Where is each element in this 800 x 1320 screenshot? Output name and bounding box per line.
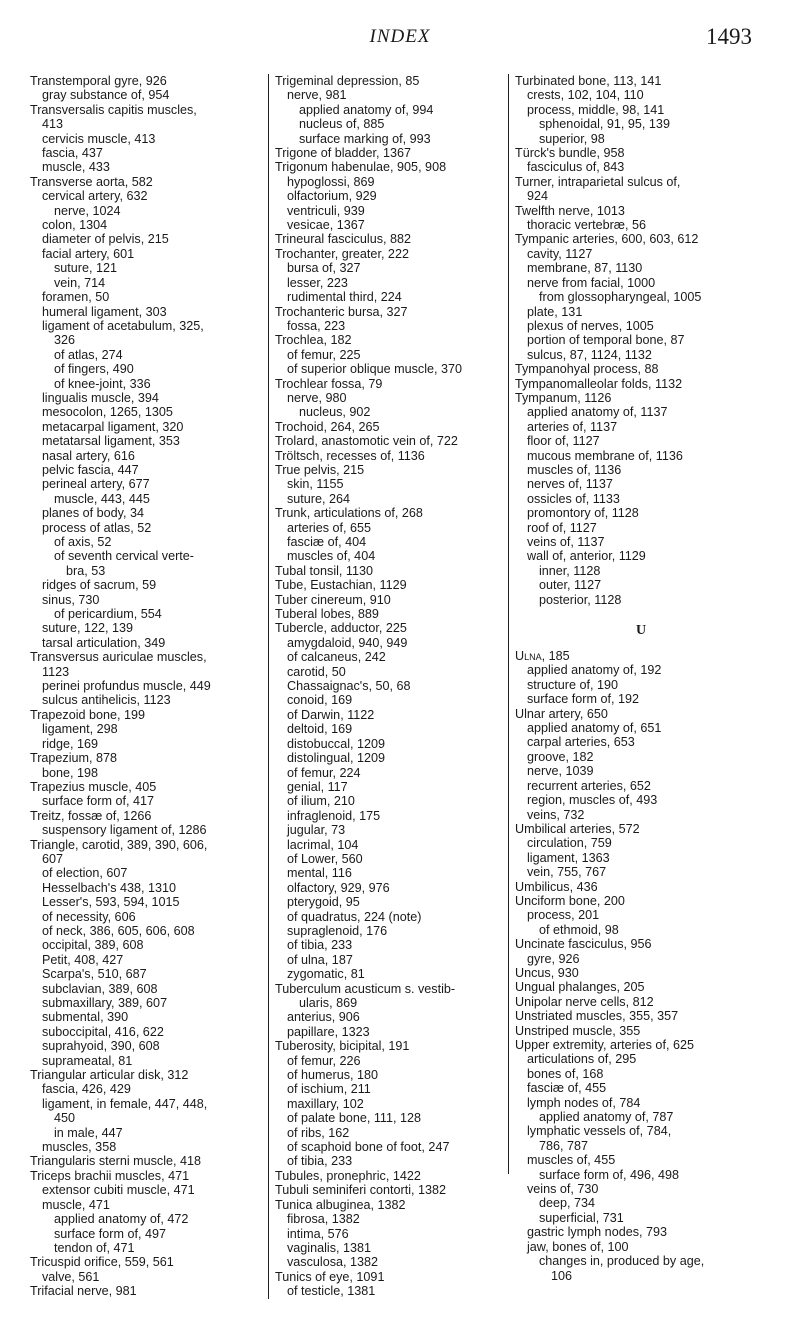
index-subentry: bones of, 168	[527, 1066, 604, 1081]
index-subentry: suture, 122, 139	[42, 621, 134, 636]
index-subentry: groove, 182	[527, 749, 594, 764]
index-subentry: submaxillary, 389, 607	[42, 996, 168, 1010]
index-subentry: nerves of, 1137	[527, 477, 613, 492]
index-entry: Tubuli seminiferi contorti, 1382	[275, 1183, 447, 1198]
index-subentry: lingualis muscle, 394	[42, 390, 159, 405]
index-subentry: of ribs, 162	[287, 1125, 350, 1140]
index-subentry: ridges of sacrum, 59	[42, 578, 157, 593]
index-subentry: muscle, 471	[42, 1197, 110, 1212]
index-subentry: recurrent arteries, 652	[527, 778, 651, 793]
index-subentry: of fingers, 490	[54, 362, 134, 377]
index-subentry: inner, 1128	[539, 563, 601, 578]
index-entry: Uncinate fasciculus, 956	[515, 937, 652, 952]
index-subentry: infraglenoid, 175	[287, 808, 381, 823]
index-subentry: nerve from facial, 1000	[527, 275, 656, 290]
index-entry: Unciform bone, 200	[515, 893, 625, 908]
index-subentry: cervicis muscle, 413	[42, 131, 156, 146]
index-entry: Unipolar nerve cells, 812	[515, 994, 654, 1009]
page-number: 1493	[706, 24, 752, 49]
index-subentry: of Darwin, 1122	[287, 707, 375, 722]
index-entry: Trochoid, 264, 265	[275, 419, 380, 434]
index-subentry: mental, 116	[287, 866, 352, 881]
index-subentry: sphenoidal, 91, 95, 139	[539, 117, 670, 132]
index-entry: Tubules, pronephric, 1422	[275, 1168, 421, 1183]
index-entry: Uncus, 930	[515, 965, 579, 980]
index-subentry: conoid, 169	[287, 693, 353, 708]
index-subentry: process, 201	[527, 908, 600, 923]
index-subentry: suboccipital, 416, 622	[42, 1024, 164, 1039]
page-header	[0, 22, 800, 62]
index-entry: Turbinated bone, 113, 141	[515, 74, 662, 88]
index-subentry: nerve, 1024	[54, 203, 121, 218]
index-subentry: gyre, 926	[527, 951, 580, 966]
index-subentry: structure of, 190	[527, 677, 619, 692]
index-subentry: of knee-joint, 336	[54, 376, 151, 391]
index-entry: Türck's bundle, 958	[515, 146, 625, 161]
index-subentry: deltoid, 169	[287, 722, 353, 737]
index-subentry: wall of, anterior, 1129	[527, 549, 646, 564]
index-subentry: olfactorium, 929	[287, 189, 377, 204]
index-entry: True pelvis, 215	[275, 462, 365, 477]
index-entry: Trunk, articulations of, 268	[275, 506, 423, 521]
index-subentry: fascia, 426, 429	[42, 1082, 131, 1097]
index-entry: Trigone of bladder, 1367	[275, 146, 412, 161]
index-subentry: lesser, 223	[287, 275, 348, 290]
index-subentry: mucous membrane of, 1136	[527, 448, 683, 463]
index-entry: Tuberculum acusticum s. vestib-	[275, 981, 456, 996]
index-subentry: posterior, 1128	[539, 592, 622, 607]
index-subentry: sulcus antihelicis, 1123	[42, 693, 171, 708]
index-subentry: of pericardium, 554	[54, 607, 162, 622]
index-entry: Tympanum, 1126	[515, 390, 612, 405]
index-subentry: of femur, 226	[287, 1053, 361, 1068]
index-subentry: of necessity, 606	[42, 909, 136, 924]
index-subentry: surface form of, 497	[54, 1226, 166, 1241]
index-subentry: subclavian, 389, 608	[42, 981, 158, 996]
index-subentry: in male, 447	[54, 1125, 123, 1140]
index-subentry: planes of body, 34	[42, 506, 144, 521]
index-entry: Transversus auriculae muscles,	[30, 650, 207, 665]
index-subentry: nucleus of, 885	[299, 117, 385, 132]
index-subentry: olfactory, 929, 976	[287, 880, 390, 895]
index-subentry: Lesser's, 593, 594, 1015	[42, 895, 180, 910]
index-subentry: zygomatic, 81	[287, 967, 365, 982]
index-subentry: superficial, 731	[539, 1210, 624, 1225]
index-subentry: floor of, 1127	[527, 434, 600, 449]
index-subentry: ossicles of, 1133	[527, 491, 620, 506]
index-subentry: ventriculi, 939	[287, 203, 365, 218]
index-subentry: anterius, 906	[287, 1010, 360, 1025]
index-subentry: nerve, 980	[287, 390, 347, 405]
index-entry: Tympanomalleolar folds, 1132	[515, 376, 683, 391]
index-subentry: intima, 576	[287, 1226, 349, 1241]
index-subentry: portion of temporal bone, 87	[527, 333, 685, 348]
index-entry: Trochlear fossa, 79	[275, 376, 383, 391]
index-subentry: outer, 1127	[539, 578, 602, 593]
index-subentry: from glossopharyngeal, 1005	[539, 290, 702, 305]
index-subentry: arteries of, 1137	[527, 419, 618, 434]
index-subentry: crests, 102, 104, 110	[527, 88, 644, 103]
index-subentry: circulation, 759	[527, 836, 612, 851]
index-entry: Unstriated muscles, 355, 357	[515, 1009, 679, 1024]
index-subentry: process of atlas, 52	[42, 520, 152, 535]
index-subentry: pelvic fascia, 447	[42, 462, 139, 477]
index-entry: Upper extremity, arteries of, 625	[515, 1038, 694, 1052]
index-subentry: arteries of, 655	[287, 520, 372, 535]
index-subentry: applied anatomy of, 1137	[527, 405, 668, 420]
index-entry: Triceps brachii muscles, 471	[30, 1168, 190, 1183]
index-subentry: of election, 607	[42, 866, 128, 881]
index-subentry: fibrosa, 1382	[287, 1212, 360, 1227]
index-subentry: surface form of, 417	[42, 794, 154, 809]
index-entry: Trapezius muscle, 405	[30, 779, 157, 794]
section-letter: U	[635, 623, 647, 639]
index-entry: Umbilical arteries, 572	[515, 821, 640, 836]
index-subentry: suspensory ligament of, 1286	[42, 823, 207, 838]
index-subentry: valve, 561	[42, 1269, 100, 1284]
index-subentry: vasculosa, 1382	[287, 1255, 379, 1270]
index-subentry: muscles, 358	[42, 1140, 117, 1155]
index-subentry: region, muscles of, 493	[527, 793, 658, 808]
index-subentry: of ethmoid, 98	[539, 922, 619, 937]
index-entry: Trigeminal depression, 85	[275, 74, 420, 88]
index-subentry: cervical artery, 632	[42, 189, 148, 204]
index-subentry: mesocolon, 1265, 1305	[42, 405, 173, 420]
index-entry: Tubal tonsil, 1130	[275, 563, 374, 578]
index-subentry: Petit, 408, 427	[42, 952, 124, 967]
index-entry: Turner, intraparietal sulcus of,	[515, 174, 681, 189]
index-subentry: carpal arteries, 653	[527, 735, 635, 750]
index-subentry: vein, 714	[54, 275, 106, 290]
index-entry: Tubercle, adductor, 225	[275, 621, 407, 636]
index-entry: Transtemporal gyre, 926	[30, 74, 167, 88]
index-subentry: colon, 1304	[42, 218, 108, 233]
index-subentry: of ischium, 211	[287, 1082, 371, 1097]
index-subentry: vesicae, 1367	[287, 218, 365, 233]
index-subentry: applied anatomy of, 192	[527, 663, 662, 678]
index-subentry: muscle, 443, 445	[54, 491, 150, 506]
index-subentry: of atlas, 274	[54, 347, 123, 362]
index-subentry: 326	[54, 333, 76, 348]
index-subentry: of calcaneus, 242	[287, 650, 386, 665]
index-entry: Ungual phalanges, 205	[515, 980, 645, 995]
index-subentry: veins of, 730	[527, 1182, 599, 1197]
index-subentry: of palate bone, 111, 128	[287, 1111, 421, 1126]
index-entry: Triangular articular disk, 312	[30, 1068, 189, 1083]
index-subentry: lacrimal, 104	[287, 837, 359, 852]
index-entry: Tuber cinereum, 910	[275, 592, 391, 607]
index-entry: Triangularis sterni muscle, 418	[30, 1154, 202, 1169]
index-subentry: changes in, produced by age,	[539, 1254, 705, 1269]
index-column-3	[508, 74, 767, 1283]
index-column-1	[30, 74, 268, 1299]
index-column-2	[268, 74, 513, 1299]
index-subentry: muscle, 433	[42, 160, 110, 175]
index-entry: Treitz, fossæ of, 1266	[30, 808, 152, 823]
index-subentry: skin, 1155	[287, 477, 344, 492]
index-subentry: plate, 131	[527, 304, 583, 319]
index-subentry: vaginalis, 1381	[287, 1240, 372, 1255]
index-subentry: fasciæ of, 404	[287, 535, 367, 549]
index-subentry: 450	[54, 1111, 76, 1126]
running-head: INDEX	[369, 26, 431, 47]
index-subentry: metacarpal ligament, 320	[42, 419, 184, 434]
index-subentry: ligament of acetabulum, 325,	[42, 318, 204, 333]
index-entry: Trochanteric bursa, 327	[275, 304, 408, 319]
index-entry: Trapezoid bone, 199	[30, 707, 146, 722]
index-subentry: bone, 198	[42, 765, 99, 780]
index-entry: Ulnar artery, 650	[515, 706, 608, 721]
index-subentry: Hesselbach's 438, 1310	[42, 880, 177, 895]
index-subentry: of scaphoid bone of foot, 247	[287, 1140, 450, 1155]
index-subentry: diameter of pelvis, 215	[42, 232, 169, 247]
index-subentry: bursa of, 327	[287, 261, 361, 276]
index-entry: Trochlea, 182	[275, 333, 352, 348]
index-subentry: applied anatomy of, 472	[54, 1212, 189, 1227]
index-entry: Trochanter, greater, 222	[275, 246, 409, 261]
index-subentry: of neck, 386, 605, 606, 608	[42, 923, 195, 938]
index-subentry: nerve, 1039	[527, 764, 594, 779]
index-subentry: of testicle, 1381	[287, 1284, 376, 1299]
index-subentry: ligament, in female, 447, 448,	[42, 1096, 208, 1111]
index-entry: Transversalis capitis muscles,	[30, 102, 197, 117]
index-subentry: of tibia, 233	[287, 938, 353, 953]
index-subentry: distobuccal, 1209	[287, 736, 386, 751]
index-entry: Tröltsch, recesses of, 1136	[275, 448, 425, 463]
index-subentry: cavity, 1127	[527, 246, 593, 261]
index-subentry: 413	[42, 117, 64, 132]
index-subentry: of ilium, 210	[287, 794, 355, 809]
index-subentry: genial, 117	[287, 779, 348, 794]
index-subentry: humeral ligament, 303	[42, 304, 167, 319]
index-subentry: nerve, 981	[287, 88, 347, 103]
index-subentry: deep, 734	[539, 1196, 596, 1211]
index-subentry: perinei profundus muscle, 449	[42, 679, 211, 694]
index-subentry: ligament, 1363	[527, 850, 610, 865]
index-entry: Triangle, carotid, 389, 390, 606,	[30, 837, 208, 852]
index-subentry: 607	[42, 851, 64, 866]
index-subentry: lymphatic vessels of, 784,	[527, 1124, 672, 1139]
index-subentry: nucleus, 902	[299, 405, 371, 420]
index-entry: Trifacial nerve, 981	[30, 1284, 137, 1299]
index-subentry: of axis, 52	[54, 535, 112, 549]
index-subentry: 924	[527, 189, 549, 204]
index-entry: Trapezium, 878	[30, 751, 118, 766]
index-entry: Tuberal lobes, 889	[275, 607, 379, 622]
index-subentry: promontory of, 1128	[527, 506, 639, 521]
index-subentry: of femur, 224	[287, 765, 361, 780]
index-subentry: surface form of, 192	[527, 692, 639, 707]
index-subentry: gastric lymph nodes, 793	[527, 1225, 668, 1240]
index-subentry: facial artery, 601	[42, 246, 135, 261]
index-subentry: ularis, 869	[299, 996, 358, 1010]
index-subentry: of Lower, 560	[287, 851, 363, 866]
index-subentry: suprameatal, 81	[42, 1053, 133, 1068]
index-entry: Tunics of eye, 1091	[275, 1269, 385, 1284]
index-subentry: rudimental third, 224	[287, 290, 402, 305]
index-subentry: articulations of, 295	[527, 1052, 637, 1067]
index-subentry: hypoglossi, 869	[287, 174, 375, 189]
index-subentry: applied anatomy of, 994	[299, 102, 434, 117]
index-subentry: bra, 53	[66, 563, 106, 578]
index-subentry: fasciæ of, 455	[527, 1081, 607, 1096]
index-subentry: muscles of, 455	[527, 1153, 616, 1168]
index-subentry: veins of, 1137	[527, 535, 605, 549]
index-columns	[0, 74, 800, 1299]
index-subentry: plexus of nerves, 1005	[527, 318, 654, 333]
index-subentry: gray substance of, 954	[42, 88, 170, 103]
index-entry: Tube, Eustachian, 1129	[275, 578, 407, 593]
index-entry: Tuberosity, bicipital, 191	[275, 1039, 410, 1054]
index-subentry: ligament, 298	[42, 722, 118, 737]
index-subentry: vein, 755, 767	[527, 865, 607, 880]
index-subentry: surface form of, 496, 498	[539, 1167, 680, 1182]
index-subentry: process, middle, 98, 141	[527, 102, 665, 117]
index-subentry: tendon of, 471	[54, 1240, 135, 1255]
index-subentry: foramen, 50	[42, 290, 110, 305]
index-subentry: applied anatomy of, 787	[539, 1110, 674, 1125]
index-subentry: suture, 121	[54, 261, 118, 276]
index-subentry: amygdaloid, 940, 949	[287, 635, 408, 650]
index-subentry: Scarpa's, 510, 687	[42, 967, 147, 982]
index-subentry: of ulna, 187	[287, 952, 353, 967]
index-subentry: superior, 98	[539, 131, 605, 146]
index-subentry: 1123	[42, 664, 70, 679]
index-entry: Tunica albuginea, 1382	[275, 1197, 406, 1212]
index-entry: Transverse aorta, 582	[30, 174, 153, 189]
index-entry: Tympanic arteries, 600, 603, 612	[515, 232, 699, 247]
index-subentry: nasal artery, 616	[42, 448, 135, 463]
index-subentry: sinus, 730	[42, 592, 100, 607]
index-entry: Trolard, anastomotic vein of, 722	[275, 434, 458, 449]
index-subentry: thoracic vertebræ, 56	[527, 218, 646, 233]
index-subentry: membrane, 87, 1130	[527, 261, 643, 276]
index-subentry: jugular, 73	[287, 823, 346, 838]
index-subentry: surface marking of, 993	[299, 131, 431, 146]
index-subentry: applied anatomy of, 651	[527, 721, 662, 736]
index-subentry: metatarsal ligament, 353	[42, 434, 180, 449]
index-entry: Umbilicus, 436	[515, 879, 598, 894]
index-subentry: fossa, 223	[287, 318, 346, 333]
index-subentry: Chassaignac's, 50, 68	[287, 679, 411, 694]
index-subentry: perineal artery, 677	[42, 477, 150, 492]
index-subentry: fasciculus of, 843	[527, 160, 625, 175]
index-subentry: of tibia, 233	[287, 1154, 353, 1169]
index-subentry: carotid, 50	[287, 664, 346, 679]
index-subentry: of humerus, 180	[287, 1068, 379, 1083]
index-subentry: pterygoid, 95	[287, 895, 360, 910]
index-entry: Tricuspid orifice, 559, 561	[30, 1255, 174, 1270]
index-subentry: jaw, bones of, 100	[527, 1239, 629, 1254]
index-subentry: sulcus, 87, 1124, 1132	[527, 347, 652, 362]
index-subentry: maxillary, 102	[287, 1096, 364, 1111]
index-subentry: ridge, 169	[42, 736, 99, 751]
index-entry: Ulna, 185	[515, 649, 570, 664]
index-subentry: of quadratus, 224 (note)	[287, 909, 422, 924]
index-subentry: distolingual, 1209	[287, 751, 386, 766]
index-subentry: of femur, 225	[287, 347, 361, 362]
index-entry: Twelfth nerve, 1013	[515, 203, 625, 218]
index-subentry: fascia, 437	[42, 146, 103, 161]
index-subentry: of seventh cervical verte-	[54, 549, 194, 564]
index-subentry: suprahyoid, 390, 608	[42, 1039, 160, 1054]
index-subentry: lymph nodes of, 784	[527, 1095, 641, 1110]
index-subentry: submental, 390	[42, 1010, 129, 1025]
index-subentry: of superior oblique muscle, 370	[287, 362, 463, 377]
index-entry: Unstriped muscle, 355	[515, 1023, 641, 1038]
index-subentry: papillare, 1323	[287, 1024, 370, 1039]
index-subentry: supraglenoid, 176	[287, 923, 388, 938]
index-entry: Trigonum habenulae, 905, 908	[275, 160, 447, 175]
index-subentry: occipital, 389, 608	[42, 938, 144, 953]
index-subentry: veins, 732	[527, 807, 585, 822]
index-entry: Trineural fasciculus, 882	[275, 232, 412, 247]
index-subentry: tarsal articulation, 349	[42, 635, 166, 650]
index-subentry: suture, 264	[287, 491, 351, 506]
index-subentry: muscles of, 1136	[527, 462, 622, 477]
index-subentry: roof of, 1127	[527, 520, 597, 535]
index-subentry: 106	[551, 1268, 573, 1283]
index-entry: Tympanohyal process, 88	[515, 362, 659, 377]
index-subentry: extensor cubiti muscle, 471	[42, 1183, 195, 1198]
index-subentry: muscles of, 404	[287, 549, 376, 564]
index-subentry: 786, 787	[539, 1138, 589, 1153]
